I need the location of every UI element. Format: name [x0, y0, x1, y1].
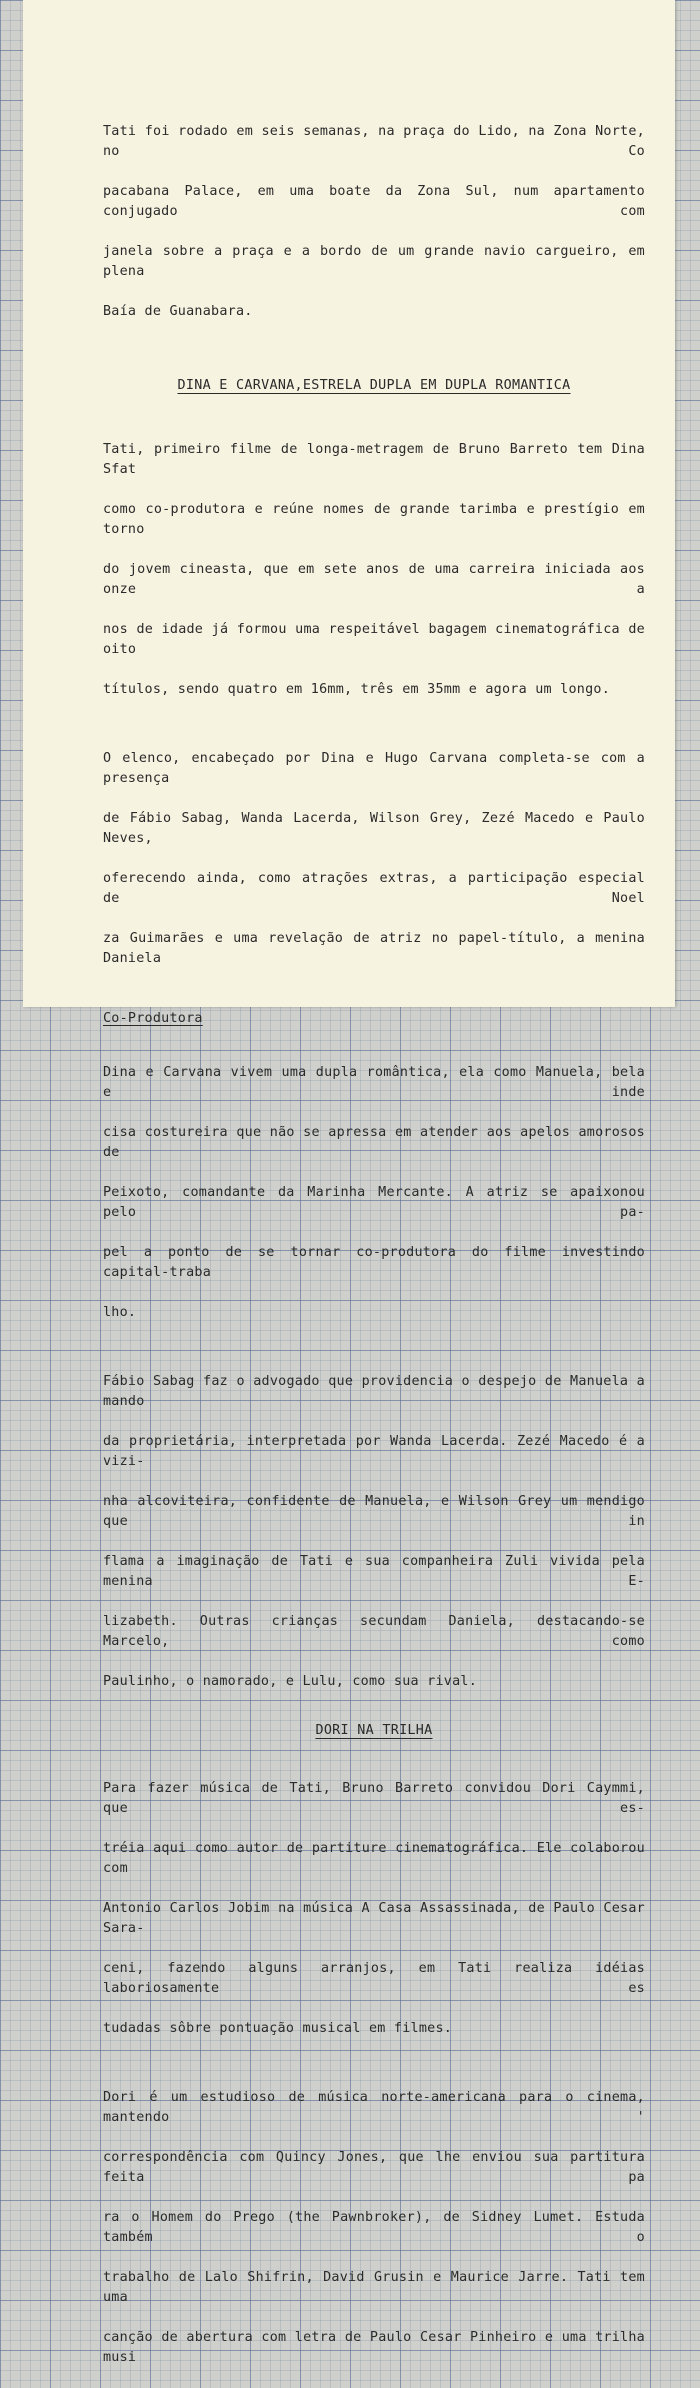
text-line: Tati foi rodado em seis semanas, na praça do Lido, na Zona Norte, no Co	[103, 124, 645, 159]
text-line: trabalho de Lalo Shifrin, David Grusin e Maurice Jarre. Tati tem uma	[103, 2270, 645, 2305]
text-line: cisa costureira que não se apressa em atender aos apelos amorosos de	[103, 1125, 645, 1160]
paragraph-romantic-duo	[103, 1043, 645, 1343]
text-line: da proprietária, interpretada por Wanda Lacerda. Zezé Macedo é a vizi-	[103, 1434, 645, 1469]
text-line: za Guimarães e uma revelação de atriz no papel-título, a menina Daniela	[103, 931, 645, 966]
section-heading-dori: DORI NA TRILHA	[315, 1723, 433, 1738]
text-line: Antonio Carlos Jobim na música A Casa Assassinada, de Paulo Cesar Sara-	[103, 1901, 645, 1936]
text-line: ra o Homem do Prego (the Pawnbroker), de Sidney Lumet. Estuda também o	[103, 2210, 645, 2245]
text-line: de Fábio Sabag, Wanda Lacerda, Wilson Grey, Zezé Macedo e Paulo Neves,	[103, 811, 645, 846]
text-line: Paulinho, o namorado, e Lulu, como sua rival.	[103, 1674, 478, 1689]
text-line: Dina e Carvana vivem uma dupla romântica, ela como Manuela, bela e inde	[103, 1065, 645, 1100]
text-line: Baía de Guanabara.	[103, 304, 253, 319]
text-line: Tati, primeiro filme de longa-metragem de Bruno Barreto tem Dina Sfat	[103, 442, 645, 477]
text-line: nha alcoviteira, confidente de Manuela, e Wilson Grey um mendigo que in	[103, 1494, 645, 1529]
text-line: tréia aqui como autor de partiture cinematográfica. Ele colaborou com	[103, 1841, 645, 1876]
paragraph-music	[103, 1759, 645, 2059]
text-line: janela sobre a praça e a bordo de um grande navio cargueiro, em plena	[103, 244, 645, 279]
section-heading-dina-carvana: DINA E CARVANA,ESTRELA DUPLA EM DUPLA ROMANTICA	[177, 378, 571, 393]
text-line: ceni, fazendo alguns arranjos, em Tati realiza idéias laboriosamente es	[103, 1961, 645, 1996]
text-line: pel a ponto de se tornar co-produtora do filme investindo capital-traba	[103, 1245, 645, 1280]
text-line: canção de abertura com letra de Paulo Cesar Pinheiro e uma trilha musi	[103, 2330, 645, 2365]
paragraph-filming-locations	[103, 102, 645, 342]
text-line: tudadas sôbre pontuação musical em filmes.	[103, 2021, 453, 2036]
document-page	[23, 0, 675, 2365]
text-line: oferecendo ainda, como atrações extras, a participação especial de Noel	[103, 871, 645, 906]
text-line: como co-produtora e reúne nomes de grande tarimba e prestígio em torno	[103, 502, 645, 537]
text-line: títulos, sendo quatro em 16mm, três em 35mm e agora um longo.	[103, 682, 611, 697]
paragraph-cast	[103, 729, 645, 989]
text-line: nos de idade já formou uma respeitável bagagem cinematográfica de oito	[103, 622, 645, 657]
text-line: correspondência com Quincy Jones, que lhe enviou sua partitura feita pa	[103, 2150, 645, 2185]
text-line: Fábio Sabag faz o advogado que providencia o despejo de Manuela a mando	[103, 1374, 645, 1409]
paragraph-supporting-cast	[103, 1352, 645, 1712]
text-line: Dori é um estudioso de música norte-americana para o cinema, mantendo '	[103, 2090, 645, 2125]
text-line: pacabana Palace, em uma boate da Zona Sul, num apartamento conjugado com	[103, 184, 645, 219]
paragraph-first-feature	[103, 420, 645, 720]
text-line: flama a imaginação de Tati e sua companheira Zuli vivida pela menina E-	[103, 1554, 645, 1589]
text-line: Para fazer música de Tati, Bruno Barreto convidou Dori Caymmi, que es-	[103, 1781, 645, 1816]
text-line: do jovem cineasta, que em sete anos de uma carreira iniciada aos onze a	[103, 562, 645, 597]
text-line: lho.	[103, 1305, 137, 1320]
paragraph-dori-studies	[103, 2068, 645, 2388]
subheading-co-produtora: Co-Produtora	[103, 1011, 203, 1026]
text-line: Peixoto, comandante da Marinha Mercante. A atriz se apaixonou pelo pa-	[103, 1185, 645, 1220]
text-line: lizabeth. Outras crianças secundam Daniela, destacando-se Marcelo, como	[103, 1614, 645, 1649]
text-line: O elenco, encabeçado por Dina e Hugo Carvana completa-se com a presença	[103, 751, 645, 786]
